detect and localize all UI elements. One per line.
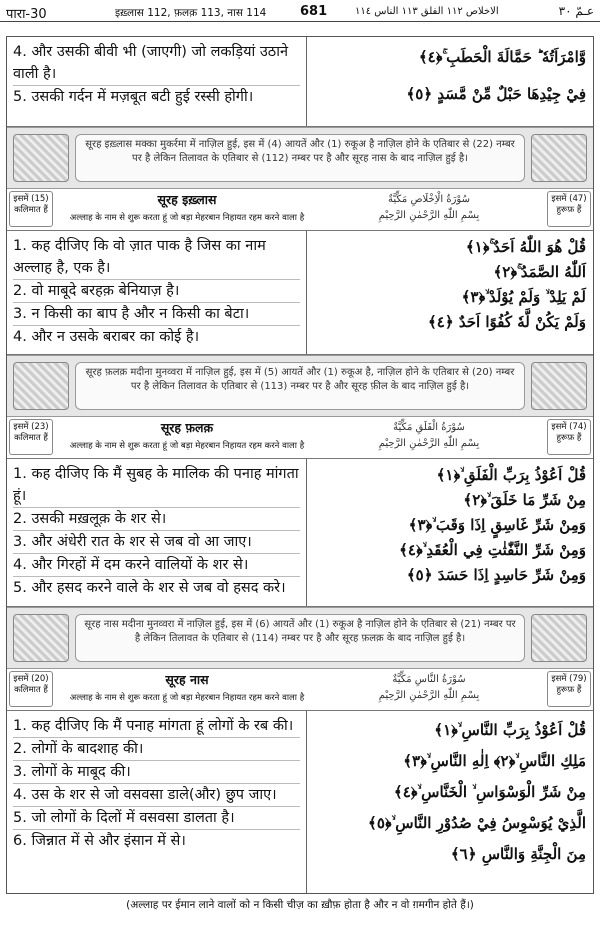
surah-info-falaq xyxy=(7,355,593,417)
letter-count-box: इसमें (47) हुरूफ़ हैं xyxy=(547,191,591,227)
surah-title-arabic xyxy=(313,420,545,452)
ornament-icon xyxy=(531,614,587,662)
ornament-icon xyxy=(13,614,69,662)
hindi-verse: 3. न किसी का बाप है और न किसी का बेटा। xyxy=(13,303,300,326)
arabic-verse: وَمِنْ شَرِّ حَاسِدٍ اِذَا حَسَدَ ﴿٥﴾ xyxy=(406,566,586,584)
surah-title-arabic xyxy=(313,192,545,224)
verse-block-nas xyxy=(7,711,593,893)
juz-arabic: عـمّ ٣٠ xyxy=(558,4,594,18)
letter-count-box: इसमें (74) हुरूफ़ हैं xyxy=(547,419,591,455)
bismillah-arabic: بِسْمِ اللّٰهِ الرَّحْمٰنِ الرَّحِيْمِ xyxy=(378,438,480,449)
hindi-verse: 1. कह दीजिए कि वो ज़ात पाक है जिस का नाम अल्लाह है, एक है। xyxy=(13,235,300,280)
surah-title-falaq xyxy=(7,417,593,459)
surah-name: सूरह इख़्लास xyxy=(157,192,217,207)
arabic-verse: وَلَمْ يَكُنْ لَّهٗ كُفُوًا اَحَدٌ ﴿٤﴾ xyxy=(427,313,586,331)
surah-info-nas xyxy=(7,607,593,669)
surah-info-text: सूरह नास मदीना मुनव्वरा में नाज़िल हुई, इस में (6) आयतें और (1) रुकूअ है नाज़िल होने के एतिबार से (21) नम्बर पर है लेकिन तिलावत के एतिबार से (114) नम्बर पर है और सूरह फ़लक़ के बाद नाज़िल हुई है। xyxy=(75,614,525,662)
hindi-verse: 5. और हसद करने वाले के शर से जब वो हसद करे। xyxy=(13,580,286,596)
arabic-column xyxy=(308,231,594,354)
hindi-verse: 3. लोगों के माबूद की। xyxy=(13,761,300,784)
bismillah-arabic: بِسْمِ اللّٰهِ الرَّحْمٰنِ الرَّحِيْمِ xyxy=(378,690,480,701)
page-footer: (अल्लाह पर ईमान लाने वालों को न किसी चीज़ का ख़ौफ़ होता है और न वो ग़मगीन होते हैं।) xyxy=(126,899,474,911)
arabic-column xyxy=(308,459,594,606)
surah-info-ikhlas xyxy=(7,127,593,189)
arabic-verse: وَمِنْ شَرِّ النَّفّٰثٰتِ فِي الْعُقَدِ ۙ﴿٤﴾ xyxy=(399,541,586,559)
arabic-verse: مَلِكِ النَّاسِ ۙ﴿٢﴾ اِلٰهِ النَّاسِ ۙ﴿٣﴾ xyxy=(403,752,586,770)
surah-title-nas xyxy=(7,669,593,711)
hindi-column xyxy=(7,711,307,893)
hindi-column xyxy=(7,37,307,126)
arabic-verse: الَّذِيْ يُوَسْوِسُ فِيْ صُدُوْرِ النَّاسِ ۙ﴿٥﴾ xyxy=(368,814,586,832)
word-count-box: इसमें (23) कलिमात हैं xyxy=(9,419,53,455)
surah-title-ikhlas xyxy=(7,189,593,231)
surah-title-arabic xyxy=(313,672,545,704)
surah-title-hindi xyxy=(67,191,307,223)
surah-name-arabic: سُوْرَةُ الْفَلَقِ مَكِّيَّةٌ xyxy=(393,422,465,433)
hindi-verse: 5. जो लोगों के दिलों में वसवसा डालता है। xyxy=(13,807,300,830)
page-number: 681 xyxy=(300,4,328,19)
word-count-box: इसमें (15) कलिमात हैं xyxy=(9,191,53,227)
arabic-verse: وَّامْرَاَتُهٗ ؕ حَمَّالَةَ الْحَطَبِ ۚ﴿٤﴾ xyxy=(418,48,586,66)
surah-title-hindi xyxy=(67,671,307,703)
bismillah-hindi: अल्लाह के नाम से शुरू करता हूं जो बड़ा मेहरबान निहायत रहम करने वाला है xyxy=(69,441,305,451)
surah-info-text: सूरह फ़लक़ मदीना मुनव्वरा में नाज़िल हुई, इस में (5) आयतें और (1) रुकूअ है, नाज़िल होने के एतिबार से (20) नम्बर पर है लेकिन तिलावत के एतिबार से (113) नम्बर पर है और सूरह फ़ील के बाद नाज़िल हुई है। xyxy=(75,362,525,410)
surah-title-hindi xyxy=(67,419,307,451)
bismillah-arabic: بِسْمِ اللّٰهِ الرَّحْمٰنِ الرَّحِيْمِ xyxy=(378,210,480,221)
para-label: पारा-30 xyxy=(6,7,47,22)
surah-info-text: सूरह इख़्लास मक्का मुकर्रमा में नाज़िल हुई, इस में (4) आयतें और (1) रुकूअ है नाज़िल होने के एतिबार से (22) नम्बर पर है लेकिन तिलावत के एतिबार से (112) नम्बर पर है और सूरह नास के बाद नाज़िल हुई है। xyxy=(75,134,525,182)
arabic-verse: مِنْ شَرِّ مَا خَلَقَ ۙ﴿٢﴾ xyxy=(463,491,586,509)
ornament-icon xyxy=(13,362,69,410)
verse-block-falaq xyxy=(7,459,593,607)
surah-list: इख़्लास 112, फ़लक़ 113, नास 114 xyxy=(115,7,267,19)
bismillah-hindi: अल्लाह के नाम से शुरू करता हूं जो बड़ा मेहरबान निहायत रहम करने वाला है xyxy=(69,213,305,223)
surah-name-arabic: سُوْرَةُ الْاِخْلَاصِ مَكِّيَّةٌ xyxy=(388,194,470,205)
verse-block-ikhlas xyxy=(7,231,593,355)
bismillah-hindi: अल्लाह के नाम से शुरू करता हूं जो बड़ा मेहरबान निहायत रहम करने वाला है xyxy=(69,693,305,703)
verse-block-lahab xyxy=(7,37,593,127)
hindi-verse: 2. लोगों के बादशाह की। xyxy=(13,738,300,761)
arabic-verse: مِنَ الْجِنَّةِ وَالنَّاسِ ﴿٦﴾ xyxy=(450,845,586,863)
hindi-verse: 4. और उसकी बीवी भी (जाएगी) जो लकड़ियां उठाने वाली है। xyxy=(13,41,300,86)
hindi-column xyxy=(7,459,307,606)
arabic-column xyxy=(308,37,594,126)
hindi-verse: 1. कह दीजिए कि मैं सुबह के मालिक की पनाह मांगता हूं। xyxy=(13,463,300,508)
hindi-verse: 1. कह दीजिए कि मैं पनाह मांगता हूं लोगों के रब की। xyxy=(13,715,300,738)
arabic-verse: قُلْ هُوَ اللّٰهُ اَحَدٌ ۚ﴿١﴾ xyxy=(465,238,586,256)
arabic-verse: قُلْ اَعُوْذُ بِرَبِّ الْفَلَقِ ۙ﴿١﴾ xyxy=(436,466,586,484)
ornament-icon xyxy=(13,134,69,182)
ornament-icon xyxy=(531,134,587,182)
arabic-verse: فِيْ جِيْدِهَا حَبْلٌ مِّنْ مَّسَدٍ ﴿٥﴾ xyxy=(406,85,586,103)
arabic-verse: وَمِنْ شَرِّ غَاسِقٍ اِذَا وَقَبَ ۙ﴿٣﴾ xyxy=(408,516,586,534)
word-count-box: इसमें (20) कलिमात हैं xyxy=(9,671,53,707)
hindi-verse: 5. उसकी गर्दन में मज़बूत बटी हुई रस्सी होगी। xyxy=(13,89,254,105)
arabic-verse: اَللّٰهُ الصَّمَدُ ۚ﴿٢﴾ xyxy=(493,263,586,281)
arabic-verse: مِنْ شَرِّ الْوَسْوَاسِ ۙ الْخَنَّاسِ ۙ﴿٤﴾ xyxy=(393,783,586,801)
hindi-verse: 4. उस के शर से जो वसवसा डाले(और) छुप जाए। xyxy=(13,784,300,807)
hindi-column xyxy=(7,231,307,354)
arabic-column xyxy=(308,711,594,893)
hindi-verse: 2. उसकी मख़लूक़ के शर से। xyxy=(13,508,300,531)
hindi-verse: 4. और गिरहों में दम करने वालियों के शर से। xyxy=(13,554,300,577)
letter-count-box: इसमें (79) हुरूफ़ हैं xyxy=(547,671,591,707)
hindi-verse: 3. और अंधेरी रात के शर से जब वो आ जाए। xyxy=(13,531,300,554)
hindi-verse: 2. वो माबूदे बरहक़ बेनियाज़ है। xyxy=(13,280,300,303)
page-header xyxy=(0,0,600,22)
arabic-verse: قُلْ اَعُوْذُ بِرَبِّ النَّاسِ ۙ﴿١﴾ xyxy=(434,721,586,739)
hindi-verse: 4. और न उसके बराबर का कोई है। xyxy=(13,329,200,345)
hindi-verse: 6. जिन्नात में से और इंसान में से। xyxy=(13,833,186,849)
surah-name: सूरह नास xyxy=(165,672,209,687)
ornament-icon xyxy=(531,362,587,410)
surah-list-arabic: الاخلاص ١١٢ الفلق ١١٣ الناس ١١٤ xyxy=(355,6,499,17)
page-frame xyxy=(6,36,594,894)
surah-name-arabic: سُوْرَةُ النَّاسِ مَكِّيَّةٌ xyxy=(392,674,466,685)
arabic-verse: لَمْ يَلِدْ ۙ وَلَمْ يُوْلَدْ ۙ﴿٣﴾ xyxy=(461,288,586,306)
surah-name: सूरह फ़लक़ xyxy=(160,420,214,435)
